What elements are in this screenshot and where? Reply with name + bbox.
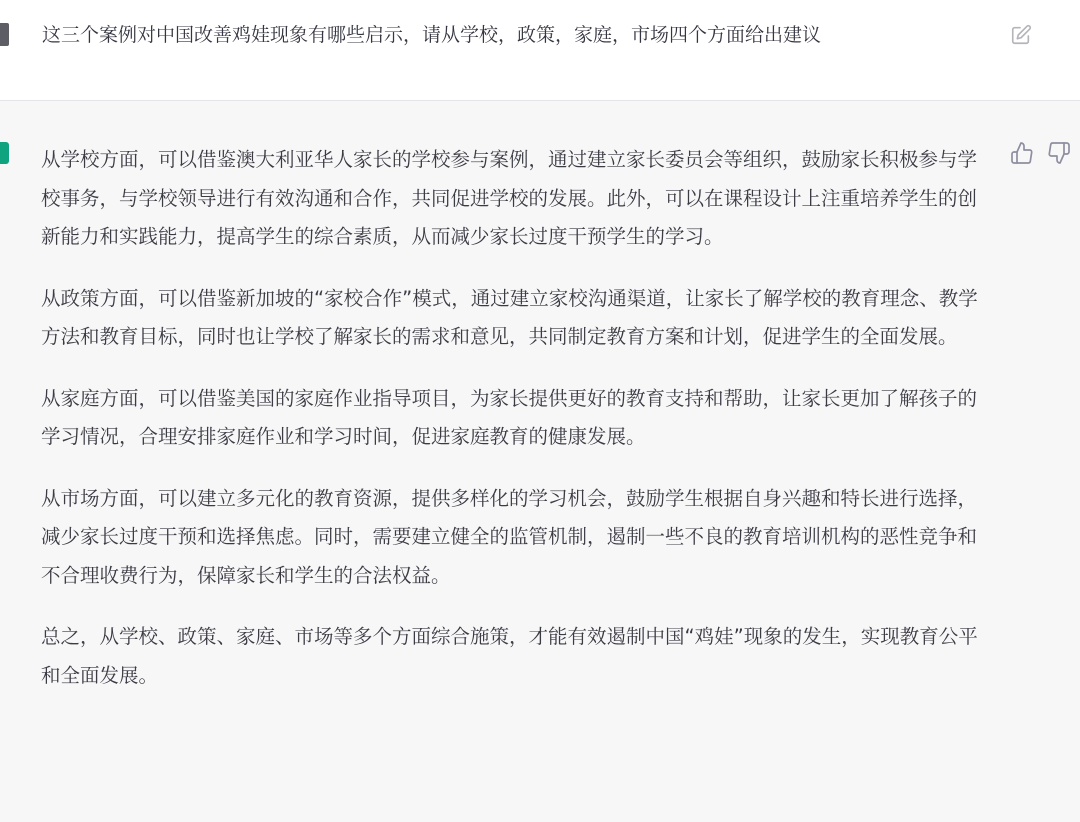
answer-paragraph-market: 从市场方面，可以建立多元化的教育资源，提供多样化的学习机会，鼓励学生根据自身兴趣和特长进行选择，减少家长过度干预和选择焦虑。同时，需要建立健全的监管机制，遏制一些不良的教育培训机构的恶性竞争和不合理收费行为，保障家长和学生的合法权益。 <box>41 486 978 587</box>
assistant-message-text <box>41 141 993 718</box>
thumbs-up-icon[interactable] <box>1010 141 1034 165</box>
thumbs-down-icon[interactable] <box>1047 141 1071 165</box>
answer-paragraph-school: 从学校方面，可以借鉴澳大利亚华人家长的学校参与案例，通过建立家长委员会等组织，鼓励家长积极参与学校事务，与学校领导进行有效沟通和合作，共同促进学校的发展。此外，可以在课程设计上注重培养学生的创新能力和实践能力，提高学生的综合素质，从而减少家长过度干预学生的学习。 <box>41 148 978 248</box>
answer-paragraph-summary: 总之，从学校、政策、家庭、市场等多个方面综合施策，才能有效遏制中国“鸡娃”现象的发生，实现教育公平和全面发展。 <box>41 625 978 687</box>
answer-paragraph-policy: 从政策方面，可以借鉴新加坡的“家校合作”模式，通过建立家校沟通渠道，让家长了解学校的教育理念、教学方法和教育目标，同时也让学校了解家长的需求和意见，共同制定教育方案和计划，促进学生的全面发展。 <box>41 286 978 348</box>
assistant-avatar <box>0 142 9 164</box>
user-message-text: 这三个案例对中国改善鸡娃现象有哪些启示，请从学校，政策，家庭，市场四个方面给出建议 <box>42 24 822 46</box>
edit-icon[interactable] <box>1010 24 1032 46</box>
user-avatar <box>0 23 9 46</box>
answer-paragraph-family: 从家庭方面，可以借鉴美国的家庭作业指导项目，为家长提供更好的教育支持和帮助，让家长更加了解孩子的学习情况，合理安排家庭作业和学习时间，促进家庭教育的健康发展。 <box>41 386 978 448</box>
user-message-row <box>0 0 1080 101</box>
assistant-message-row <box>0 101 1080 822</box>
